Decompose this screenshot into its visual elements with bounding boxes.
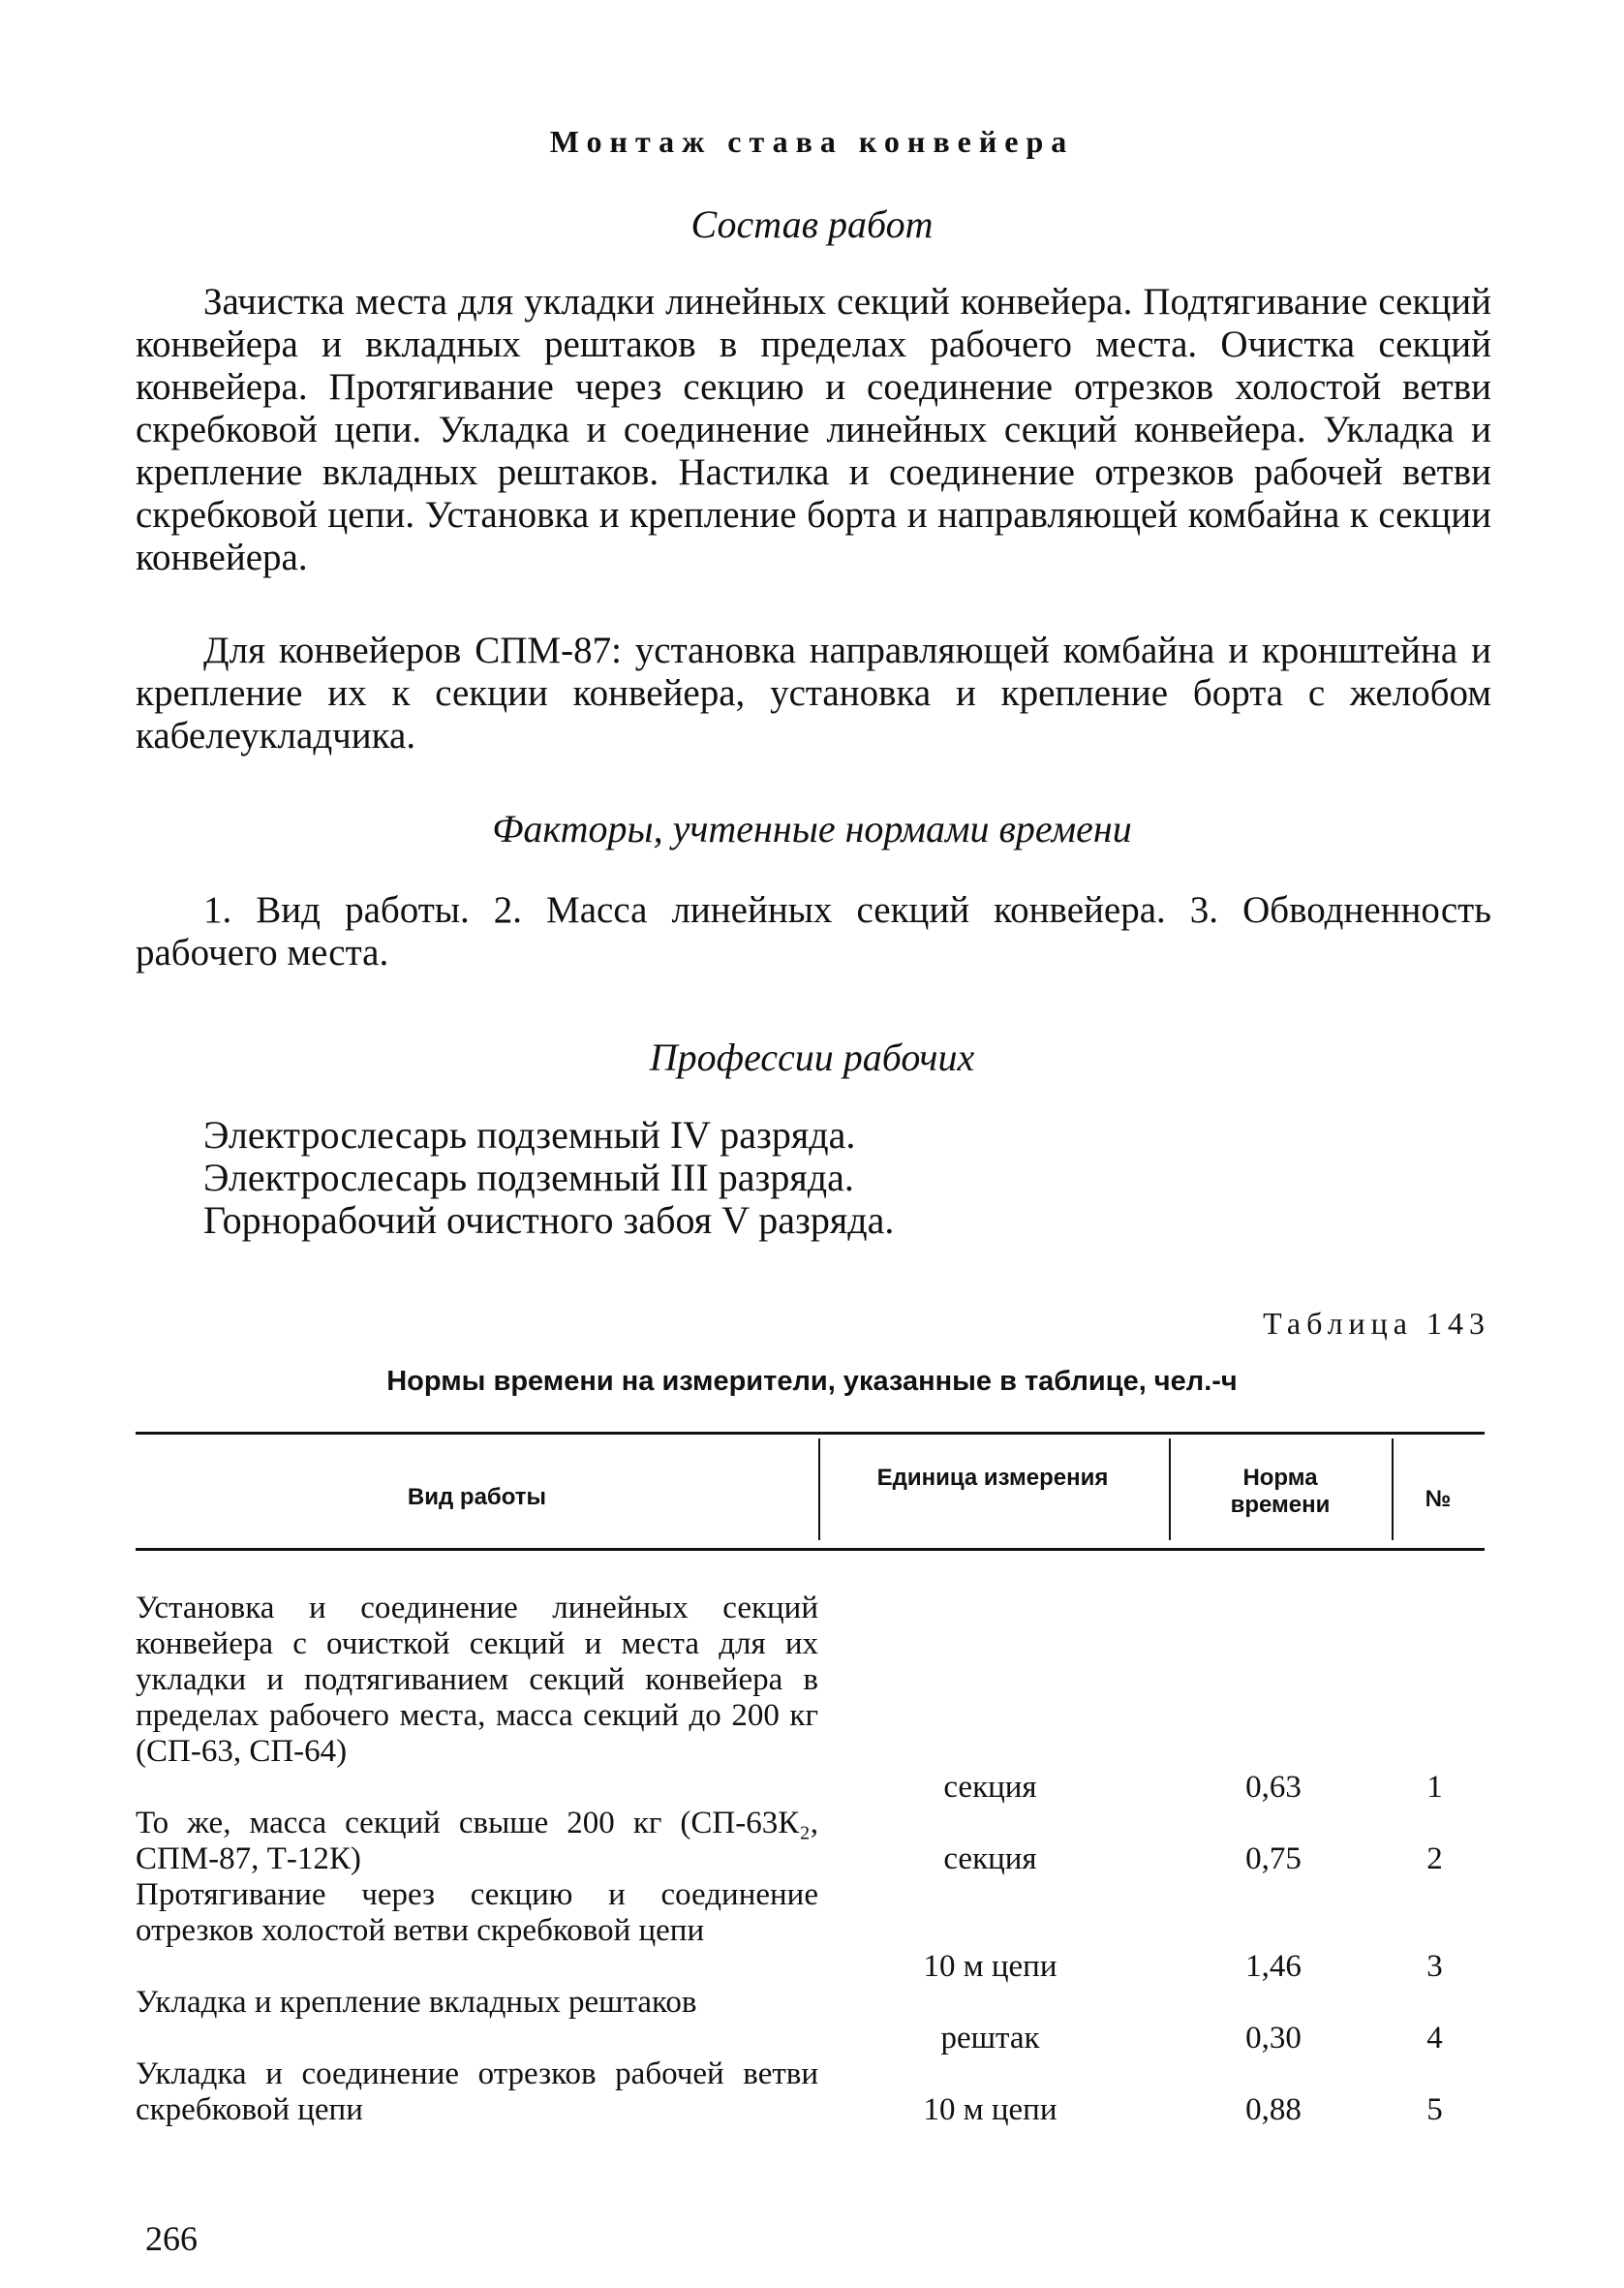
factors-text: 1. Вид работы. 2. Масса линейных секций конвейера. 3. Обводненность рабочего места. [136, 889, 1491, 974]
row-work: Протягивание через секцию и соединение отрезков холостой ветви скребковой цепи [136, 1877, 818, 1948]
row-no: 3 [1426, 1949, 1443, 1984]
header-work: Вид работы [407, 1484, 547, 1510]
header-norm: Норма времени [1230, 1465, 1331, 1518]
profession-item: Электрослесарь подземный III разряда. [203, 1156, 854, 1199]
row-unit: рештак [940, 2021, 1040, 2056]
row-norm: 0,88 [1245, 2092, 1302, 2127]
factors-heading: Факторы, учтенные нормами времени [492, 807, 1132, 850]
header-no: № [1425, 1486, 1452, 1512]
profession-item: Горнорабочий очистного забоя V разряда. [203, 1198, 895, 1242]
row-unit: секция [943, 1770, 1037, 1805]
row-norm: 1,46 [1245, 1949, 1302, 1984]
row-no: 4 [1426, 2021, 1443, 2056]
row-work: То же, масса секций свыше 200 кг (СП-63К₂, СПМ-87, Т-12К) [136, 1806, 818, 1876]
professions-heading: Профессии рабочих [649, 1036, 975, 1079]
row-norm: 0,63 [1245, 1770, 1302, 1805]
composition-paragraph-1: Зачистка места для укладки линейных секций конвейера. Подтягивание секций конвейера и вкладных рештаков в пределах рабочего места. Очистка секций конвейера. Протягивание через секцию и соединение отрезков холостой ветви скребковой цепи. Укладка и соединение линейных секций конвейера. Укладка и крепление вкладных рештаков. Настилка и соединение отрезков рабочей ветви скребковой цепи. Установка и крепление борта и направляющей комбайна к секции конвейера. [136, 281, 1491, 578]
table-header-rule [136, 1548, 1485, 1551]
row-norm: 0,75 [1245, 1841, 1302, 1876]
row-no: 5 [1426, 2092, 1443, 2127]
row-unit: секция [943, 1841, 1037, 1876]
row-unit: 10 м цепи [923, 1949, 1057, 1984]
page-number: 266 [145, 2219, 198, 2258]
row-work: Укладка и крепление вкладных рештаков [136, 1985, 697, 2020]
row-work: Установка и соединение линейных секций конвейера с очисткой секций и места для их укладки и подтягиванием секций конвейера в пределах рабочего места, масса секций до 200 кг (СП-63, СП-64) [136, 1591, 818, 1769]
header-unit: Единица измерения [876, 1465, 1109, 1491]
table-caption: Нормы времени на измерители, указанные в таблице, чел.-ч [386, 1366, 1238, 1397]
row-unit: 10 м цепи [923, 2092, 1057, 2127]
table-number: Таблица 143 [1263, 1306, 1490, 1341]
row-no: 1 [1426, 1770, 1443, 1805]
table-top-rule [136, 1432, 1485, 1435]
row-norm: 0,30 [1245, 2021, 1302, 2056]
composition-heading: Состав работ [690, 202, 934, 246]
professions-list [203, 1114, 1462, 1242]
section-title: Монтаж става конвейера [549, 124, 1075, 159]
profession-item: Электрослесарь подземный IV разряда. [203, 1113, 856, 1157]
row-work: Укладка и соединение отрезков рабочей ветви скребковой цепи [136, 2056, 818, 2127]
composition-paragraph-2: Для конвейеров СПМ-87: установка направляющей комбайна и кронштейна и крепление их к секции конвейера, установка и крепление борта с желобом кабелеукладчика. [136, 630, 1491, 757]
row-no: 2 [1426, 1841, 1443, 1876]
